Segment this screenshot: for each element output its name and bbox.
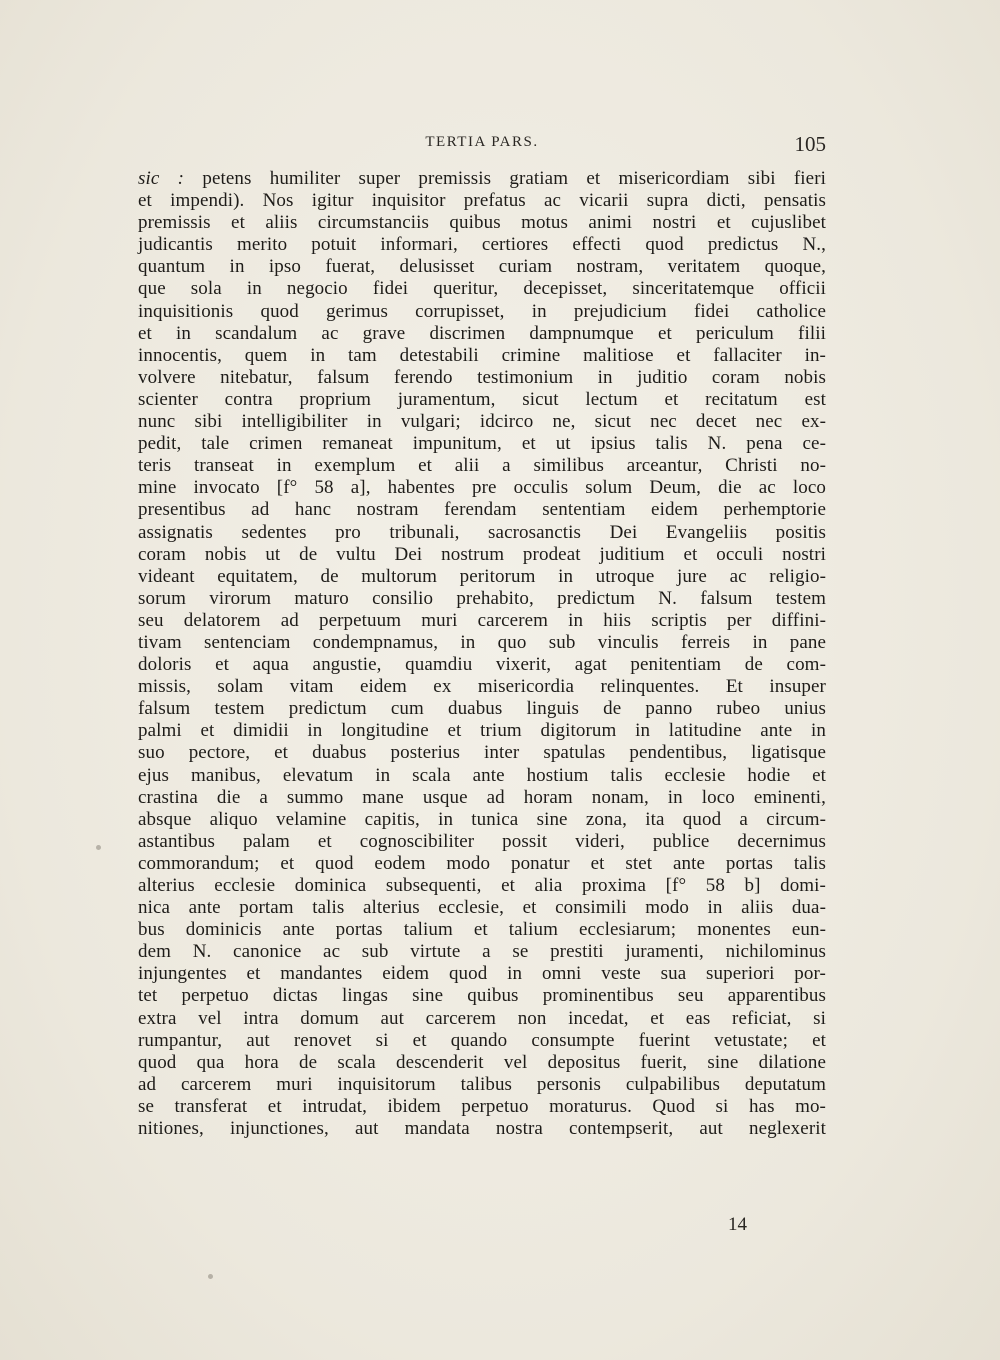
text-line: sorum virorum maturo consilio prehabito, predictum N. falsum testem — [138, 587, 826, 609]
text-line: se transferat et intrudat, ibidem perpetuo moraturus. Quod si has mo- — [138, 1095, 826, 1117]
italic-lead: sic : — [138, 168, 185, 189]
text-line: presentibus ad hanc nostram ferendam sententiam eidem perhemptorie — [138, 499, 826, 521]
text-line: doloris et aqua angustie, quamdiu vixerit, agat penitentiam de com- — [138, 654, 826, 676]
paper-speck — [208, 1274, 213, 1279]
text-line: que sola in negocio fidei queritur, decepisset, sinceritatemque officii — [138, 278, 826, 300]
text-line — [138, 168, 826, 190]
text-line: quantum in ipso fuerat, delusisset curiam nostram, veritatem quoque, — [138, 256, 826, 278]
text-line: mine invocato [f° 58 a], habentes pre occulis solum Deum, die ac loco — [138, 477, 826, 499]
text-line: assignatis sedentes pro tribunali, sacrosanctis Dei Evangeliis positis — [138, 521, 826, 543]
text-line: ejus manibus, elevatum in scala ante hostium talis ecclesie hodie et — [138, 764, 826, 786]
text-line: volvere nitebatur, falsum ferendo testimonium in juditio coram nobis — [138, 366, 826, 388]
page-number: 105 — [794, 132, 826, 156]
text-line: palmi et dimidii in longitudine et trium digitorum in latitudine ante in — [138, 720, 826, 742]
text-line: tivam sentenciam condempnamus, in quo sub vinculis ferreis in pane — [138, 631, 826, 653]
text-line: injungentes et mandantes eidem quod in omni veste sua superiori por- — [138, 963, 826, 985]
text-line: suo pectore, et duabus posterius inter spatulas pendentibus, ligatisque — [138, 742, 826, 764]
paper-speck — [96, 845, 101, 850]
text-line: pedit, tale crimen remaneat impunitum, et ut ipsius talis N. pena ce- — [138, 433, 826, 455]
text-line: bus dominicis ante portas talium et talium ecclesiarum; monentes eun- — [138, 919, 826, 941]
running-head — [138, 132, 826, 156]
text-line: tet perpetuo dictas lingas sine quibus prominentibus seu apparentibus — [138, 985, 826, 1007]
first-line-text: petens humiliter super premissis gratiam et misericordiam sibi fieri — [184, 168, 827, 189]
text-line: missis, solam vitam eidem ex misericordia relinquentes. Et insuper — [138, 676, 826, 698]
text-line: et in scandalum ac grave discrimen dampnumque et periculum filii — [138, 322, 826, 344]
text-line: innocentis, quem in tam detestabili crimine malitiose et fallaciter in- — [138, 344, 826, 366]
text-line: dem N. canonice ac sub virtute a se prestiti juramenti, nichilominus — [138, 941, 826, 963]
text-line: alterius ecclesie dominica subsequenti, et alia proxima [f° 58 b] domi- — [138, 875, 826, 896]
text-line: nica ante portam talis alterius ecclesie, et consimili modo in aliis dua- — [138, 897, 826, 919]
text-line: judicantis merito potuit informari, certiores effecti quod predictus N., — [138, 234, 826, 256]
text-line: premissis et aliis circumstanciis quibus motus animi nostri et cujuslibet — [138, 212, 826, 234]
signature-mark: 14 — [728, 1214, 747, 1235]
text-line: coram nobis ut de vultu Dei nostrum prodeat juditium et occuli nostri — [138, 543, 826, 565]
text-line: seu delatorem ad perpetuum muri carcerem in hiis scriptis per diffini- — [138, 609, 826, 631]
text-line: inquisitionis quod gerimus corrupisset, in prejudicium fidei catholice — [138, 300, 826, 322]
text-line: nunc sibi intelligibiliter in vulgari; idcirco ne, sicut nec decet nec ex- — [138, 411, 826, 433]
text-line: teris transeat in exemplum et alii a similibus arceantur, Christi no- — [138, 455, 826, 477]
text-line: extra vel intra domum aut carcerem non incedat, et eas reficiat, si — [138, 1007, 826, 1029]
text-line: quod qua hora de scala descenderit vel depositus fuerit, sine dilatione — [138, 1051, 826, 1073]
text-line: scienter contra proprium juramentum, sicut lectum et recitatum est — [138, 388, 826, 410]
text-line: commorandum; et quod eodem modo ponatur et stet ante portas talis — [138, 852, 826, 874]
text-line: falsum testem predictum cum duabus linguis de panno rubeo unius — [138, 698, 826, 720]
text-line: rumpantur, aut renovet si et quando consumpte fuerint vetustate; et — [138, 1029, 826, 1051]
text-line: ad carcerem muri inquisitorum talibus personis culpabilibus deputatum — [138, 1073, 826, 1095]
body-text — [138, 168, 826, 1140]
text-line: videant equitatem, de multorum peritorum in utroque jure ac religio- — [138, 565, 826, 587]
text-line: absque aliquo velamine capitis, in tunica sine zona, ita quod a circum- — [138, 808, 826, 830]
text-line: astantibus palam et cognoscibiliter possit videri, publice decernimus — [138, 830, 826, 852]
running-title: TERTIA PARS. — [425, 134, 539, 150]
text-line: et impendi). Nos igitur inquisitor prefatus ac vicarii supra dicti, pensatis — [138, 190, 826, 212]
text-line: nitiones, injunctiones, aut mandata nostra contempserit, aut neglexerit — [138, 1118, 826, 1140]
text-line: crastina die a summo mane usque ad horam nonam, in loco eminenti, — [138, 786, 826, 808]
